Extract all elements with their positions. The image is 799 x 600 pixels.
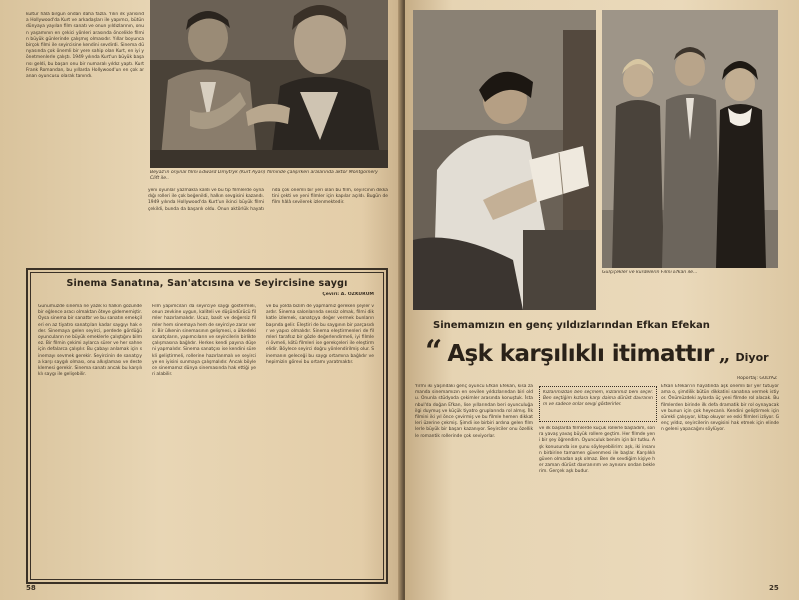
pull-quote-box: [539, 386, 657, 422]
group-portrait-photo-illustration: [602, 10, 778, 268]
box-col-1: Günümüzde sinema ne yazık ki halkın gözünde bir eğlence aracı olmaktan öteye gidememiştir. Oysa sinema bir sanattır ve bu sanatın emekçileri en az tiyatro sanatçıları kadar saygıyı hak eder. Sinemaya gelen seyirci, perdede gördüğü oyuncuların ne büyük emeklerle çalıştığını bilmez. Bir filmin çekimi aylarca sürer ve her sahne için defalarca çalışılır. Bu çabayı anlamak için sinemayı sevmek gerekir. Seyircinin de sanatçıya karşı saygılı olması, onu alkışlaması ve desteklemesi gerekir. Sinema sanatı ancak bu karşılıklı saygı ile gelişebilir.: [38, 304, 142, 378]
right-page: [405, 0, 799, 600]
right-photo-caption: Gülçiçekler ve kurdelerin Filmi Efkan ile...: [602, 270, 698, 275]
right-right-photo: [602, 10, 778, 268]
headline: [425, 334, 785, 374]
right-page-number: 25: [769, 584, 779, 592]
left-top-photo: [150, 0, 388, 168]
headline-open-quote: “: [425, 334, 443, 369]
right-left-photo: [413, 10, 596, 310]
actor-reading-photo-illustration: [413, 10, 596, 310]
left-top-text: kültür hâlâ birgün ondan daha fazla. Yılın ilk yarısında Hollywood'da Kurt ve arkadaşları ile yapımcı, bütün dünyaya yayılan film sanatı ve onun yıldızlarının, onun yaşamının en çekici yönleri arasında öncelikle filmin büyük günlerinde çalışmış olmasıdır. Yıllar boyunca birçok filmi ile seyircisine kendini sevdirdi. Sinema dünyasında çok önemli bir yere sahip olan Kurt, en iyi yönetmenlerle çalıştı. 1949 yılında Kurt'un büyük başarısı geldi, bu başarı onu bir numaralı yıldız yaptı. Kurt Frank Romandan, bu yıllarda Hollywood'un en çok aranan oyuncusu olarak tanındı.: [26, 12, 144, 80]
left-top-photo-caption: Beyaz'ın orijinal filmi Edward Dmytryk (Kurt Ayarı) filminde çalışırken aralarında aktör Montgomery Clift ile..: [150, 170, 378, 181]
men-talking-photo-illustration: [150, 0, 388, 168]
box-title: Sinema Sanatına, San'atcısına ve Seyircisine saygı: [66, 278, 348, 289]
left-mid-text: yeni oyunlar yazmakla kaldı ve bu tip filmlerde oynadığı rolleri ile çok beğenildi, halkın sevgisini kazandı. 1949 yılında Hollywood'da Kurt'un ikinci büyük filmi çekildi, bunda da başarılı oldu. Onun aktörlük hayatında çok önemli bir yeri olan bu film, seyircinin dikkatini çekti ve yeni filmler için kapılar açıldı. Bugün de film hâlâ sevilerek izlenmektedir.: [148, 188, 388, 212]
headline-suffix: Diyor: [735, 351, 769, 364]
right-col-3: Efkan Efekan'ın hayatında aşk önemli bir yer tutuyor ama o, şimdilik bütün dikkatini sanatına vermek istiyor. Önümüzdeki aylarda üç yeni filmde rol alacak. Bu filmlerden birinde ilk defa dramatik bir rol oynayacak ve bunun için çok heyecanlı. Kendini geliştirmek için sürekli çalışıyor, kitap okuyor ve eski filmleri izliyor. Genç yıldız, seyircilerin sevgisini hak etmek için elinden geleni yapacağını söylüyor.: [661, 384, 779, 433]
headline-main: Aşk karşılıklı itimattır: [447, 341, 714, 367]
byline: Röportaj: GÜLYAZ: [737, 376, 777, 381]
right-col-1: Yirmi iki yaşındaki genç oyuncu Efkan Efekan, kısa zamanda sinemamızın en sevilen yıldızlarından biri oldu. Onunla stüdyoda çekimler arasında konuştuk. İstanbul'da doğan Efkan, lise yıllarından beri oyunculuğa ilgi duymuş ve küçük tiyatro gruplarında rol almış. İlk filmini iki yıl önce çevirmiş ve bu filmle hemen dikkatleri üzerine çekmiş. Şimdi ise birbiri ardına gelen filmlerle büyük bir başarı kazanıyor. Seyirciler onu özellikle romantik rollerinde çok seviyorlar.: [415, 384, 533, 439]
box-col-3: ve bu yolda bizim de yapmamız gereken şeyler vardır. Sinema salonlarında sessiz olmak, filmi dikkatle izlemek, sanatçıya değer vermek bunların başında gelir. Eleştiri de bu saygının bir parçasıdır ve yapıcı olmalıdır. Sinema eleştirmenleri de filmleri tarafsız bir gözle değerlendirmeli, iyi filmleri övmeli, kötü filmleri ise gerekçeleri ile eleştirmelidir. Böylece seyirci doğru yönlendirilmiş olur. Sinemanın geleceği bu saygı ortamına bağlıdır ve hepimizin görevi bu ortamı yaratmaktır.: [266, 304, 374, 365]
right-col-2: ve ilk başlarda filmlerde küçük rollerle başladım, sonra yavaş yavaş büyük rollere geçtim. Her filmde yeni bir şey öğrendim. Oyunculuk benim için bir tutku. Aşk konusunda ise şunu söyleyebilirim: aşk, iki insanın birbirine tamamen güvenmesi ile başlar. Karşılıklı güven olmadan aşk olmaz. Ben de sevdiğim kişiye her zaman dürüst davranırım ve aynısını ondan beklerim. Gerçek aşk budur.: [539, 426, 655, 475]
headline-close-quote: „: [718, 342, 731, 366]
box-col-2: Film yapımcıları da seyirciye saygı göstermeli, onun zevkine uygun, kaliteli ve düşündürücü filmler hazırlamalıdır. Ucuz, basit ve değersiz filmler hem sinemaya hem de seyirciye zarar verir. Bir ülkenin sinemasının gelişmesi, o ülkedeki sanatçıların, yapımcıların ve seyircilerin birlikte çalışmasına bağlıdır. Herkes kendi payına düşeni yapmalıdır. Sinema sanatçısı ise kendini sürekli geliştirmeli, rollerine hazırlanmalı ve seyirciye en iyisini sunmaya çalışmalıdır. Ancak böylece sinemamız dünya sinemasında hak ettiği yeri alabilir.: [152, 304, 256, 378]
box-byline: Çeviri: A. ÖZKURUM: [322, 292, 374, 297]
article-box: [26, 268, 388, 584]
left-page-number: 58: [26, 584, 36, 592]
subhead: Sinemamızın en genç yıldızlarından Efkan Efekan: [433, 320, 710, 331]
pull-quote: Kızlarımızdan ben seçmem, kızlarımız beni seçer. Ben seçtiğim kızlara karşı daima dürüst davranırım ve sadece onlar sevgi gösterirler.: [543, 390, 653, 408]
